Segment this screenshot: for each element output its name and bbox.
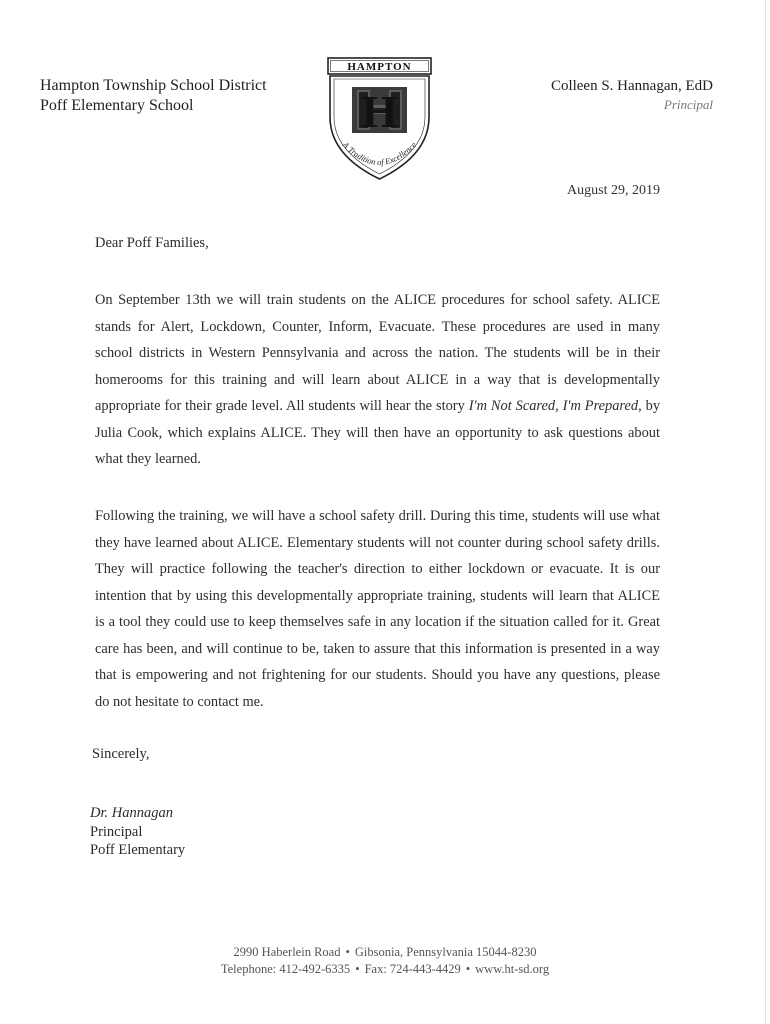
district-heading <box>40 76 267 116</box>
bullet-separator: • <box>465 962 471 976</box>
footer-city: Gibsonia, Pennsylvania 15044-8230 <box>354 945 537 959</box>
svg-text:A Tradition of Excellence: A Tradition of Excellence <box>340 139 419 168</box>
footer-telephone: Telephone: 412-492-6335 <box>220 962 351 976</box>
footer-contact-line <box>0 961 770 978</box>
footer-address: 2990 Haberlein Road <box>233 945 341 959</box>
hampton-crest-logo <box>322 55 437 185</box>
principal-heading <box>551 77 713 113</box>
svg-text:HAMPTON: HAMPTON <box>347 61 412 73</box>
footer-website[interactable]: www.ht-sd.org <box>475 962 550 976</box>
district-name: Hampton Township School District <box>40 77 267 94</box>
signature-name: Dr. Hannagan <box>90 805 173 821</box>
salutation: Dear Poff Families, <box>95 235 209 251</box>
bullet-separator: • <box>355 962 360 976</box>
signature-block <box>90 804 185 860</box>
school-name: Poff Elementary School <box>40 97 194 114</box>
footer-address-line <box>0 944 770 961</box>
page-edge-line <box>765 0 766 1024</box>
closing: Sincerely, <box>92 746 150 762</box>
paragraph-1 <box>95 287 660 473</box>
svg-text:H: H <box>361 86 398 137</box>
paragraph-1-text-b: , by Julia Cook, which explains ALICE. They will then have an opportunity to ask questions about what they learned. <box>95 398 661 467</box>
signature-title: Principal <box>90 823 143 840</box>
book-title: I'm Not Scared, I'm Prepared <box>468 398 639 414</box>
paragraph-2: Following the training, we will have a school safety drill. During this time, students will use what they have learned about ALICE. Elementary students will not counter during school safety drills. They will practice following the teacher's direction to either lockdown or evacuate. It is our intention that by using this developmentally appropriate training, students will learn that ALICE is a tool they could use to keep themselves safe in any location if the situation called for it. Great care has been, and will continue to be, taken to assure that this information is presented in a way that is empowering and not frightening for our students. Should you have any questions, please do not hesitate to contact me. <box>95 508 660 710</box>
principal-title: Principal <box>663 97 713 112</box>
footer-fax: Fax: 724-443-4429 <box>364 962 461 976</box>
footer <box>0 944 770 978</box>
bullet-separator: • <box>345 945 350 959</box>
signature-school: Poff Elementary <box>90 842 186 858</box>
paragraph-1-text-a: On September 13th we will train students on the ALICE procedures for school safety. ALICE stands for Alert, Lockdown, Counter, Inform, Evacuate. These procedures are used in many school districts in Western Pennsylvania and across the nation. The students will be in their homerooms for this training and will learn about ALICE in a way that is developmentally appropriate for their grade level. All students will hear the story <box>95 292 660 414</box>
principal-name: Colleen S. Hannagan, EdD <box>550 78 713 94</box>
letter-date: August 29, 2019 <box>567 183 660 198</box>
